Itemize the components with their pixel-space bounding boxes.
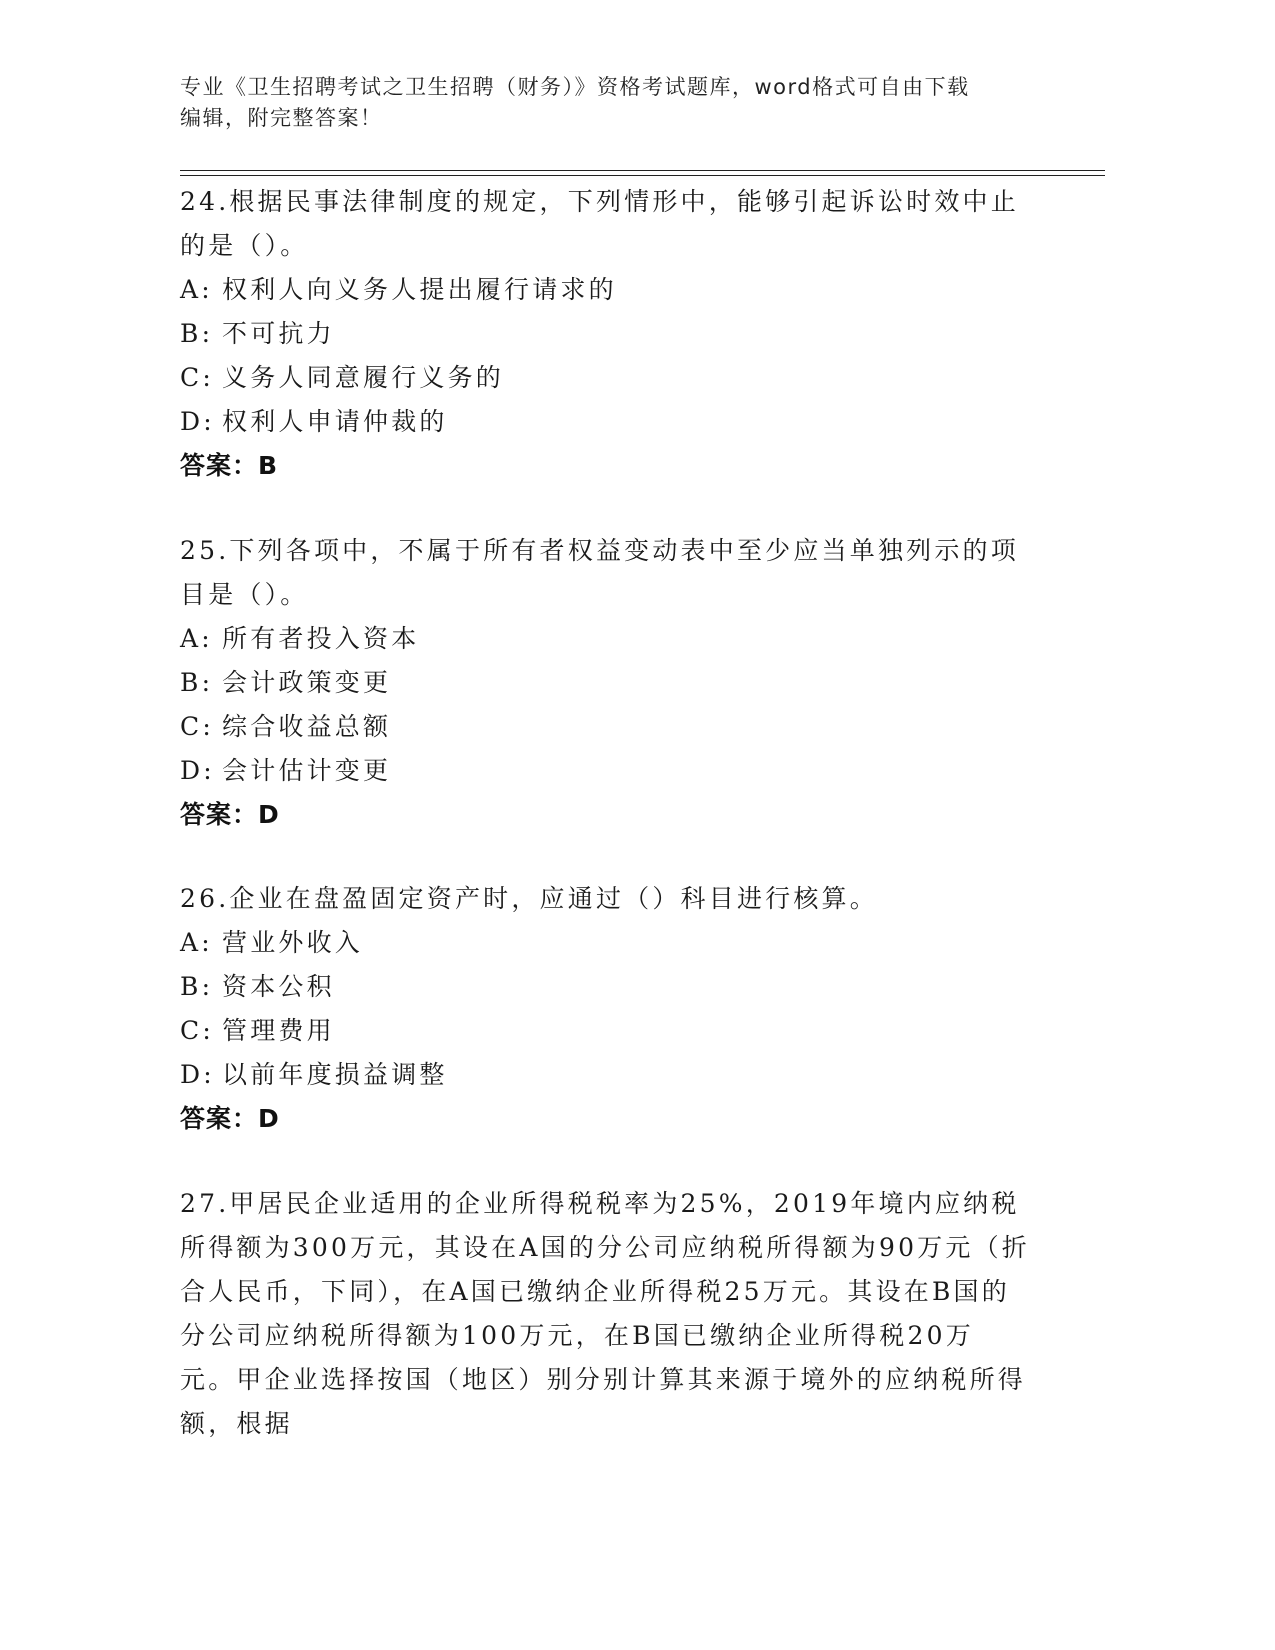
option-text: 以前年度损益调整	[222, 1060, 448, 1089]
option-letter: B:	[180, 668, 214, 697]
option-b	[180, 312, 1030, 356]
answer-label: 答案：D	[180, 1104, 280, 1133]
question-24	[180, 180, 1030, 488]
option-c	[180, 705, 1030, 749]
option-letter: D:	[180, 407, 215, 436]
option-b	[180, 965, 1030, 1009]
question-stem: 26.企业在盘盈固定资产时，应通过（）科目进行核算。	[180, 884, 878, 913]
question-stem: 27.甲居民企业适用的企业所得税税率为25%，2019年境内应纳税所得额为300万元，其设在A国的分公司应纳税所得额为90万元（折合人民币，下同），在A国已缴纳企业所得税25万元。其设在B国的分公司应纳税所得额为100万元，在B国已缴纳企业所得税20万元。甲企业选择按国（地区）别分别计算其来源于境外的应纳税所得额，根据	[180, 1189, 1030, 1438]
option-text: 资本公积	[222, 972, 335, 1001]
document-header	[180, 72, 1060, 134]
option-letter: B:	[180, 319, 214, 348]
question-stem: 24.根据民事法律制度的规定，下列情形中，能够引起诉讼时效中止的是（）。	[180, 187, 1019, 260]
question-26	[180, 877, 1030, 1141]
option-d	[180, 1053, 1030, 1097]
option-c	[180, 356, 1030, 400]
option-text: 管理费用	[222, 1016, 335, 1045]
option-letter: C:	[180, 1016, 214, 1045]
option-text: 会计政策变更	[222, 668, 392, 697]
option-a	[180, 268, 1030, 312]
header-line-1: 专业《卫生招聘考试之卫生招聘（财务）》资格考试题库，word格式可自由下载	[180, 75, 970, 99]
option-a	[180, 617, 1030, 661]
option-text: 权利人向义务人提出履行请求的	[222, 275, 617, 304]
option-d	[180, 749, 1030, 793]
header-divider-bottom	[180, 175, 1105, 176]
option-text: 会计估计变更	[222, 756, 392, 785]
header-line-2: 编辑，附完整答案！	[180, 106, 383, 130]
option-b	[180, 661, 1030, 705]
option-text: 义务人同意履行义务的	[222, 363, 505, 392]
question-27	[180, 1182, 1030, 1446]
question-25	[180, 529, 1030, 837]
answer-label: 答案：B	[180, 451, 279, 480]
answer-label: 答案：D	[180, 800, 280, 829]
option-text: 所有者投入资本	[222, 624, 420, 653]
option-letter: A:	[180, 624, 213, 653]
option-letter: D:	[180, 756, 215, 785]
option-d	[180, 400, 1030, 444]
option-text: 综合收益总额	[222, 712, 392, 741]
option-letter: C:	[180, 363, 214, 392]
option-letter: D:	[180, 1060, 215, 1089]
option-c	[180, 1009, 1030, 1053]
option-text: 不可抗力	[222, 319, 335, 348]
option-letter: A:	[180, 275, 213, 304]
option-a	[180, 921, 1030, 965]
question-stem: 25.下列各项中，不属于所有者权益变动表中至少应当单独列示的项目是（）。	[180, 536, 1019, 609]
option-text: 营业外收入	[222, 928, 364, 957]
option-letter: A:	[180, 928, 213, 957]
option-letter: B:	[180, 972, 214, 1001]
header-divider-top	[180, 170, 1105, 171]
option-letter: C:	[180, 712, 214, 741]
option-text: 权利人申请仲裁的	[222, 407, 448, 436]
